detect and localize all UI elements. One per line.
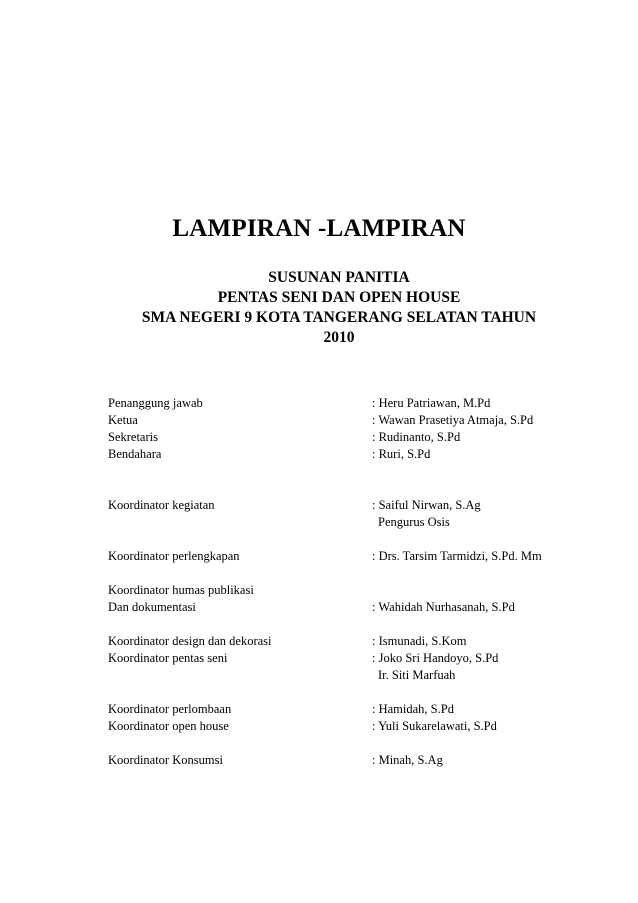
heading-line-1: SUSUNAN PANITIA — [268, 269, 410, 286]
role-label: Koordinator open house — [108, 719, 229, 733]
roster-row — [108, 650, 578, 667]
member-name: Ir. Siti Marfuah — [378, 668, 456, 682]
member-name: : Wahidah Nurhasanah, S.Pd — [372, 600, 515, 614]
role-label: Koordinator kegiatan — [108, 498, 215, 512]
role-label: Penanggung jawab — [108, 396, 203, 410]
spacer — [108, 684, 578, 701]
role-label: Ketua — [108, 413, 138, 427]
roster-row — [108, 599, 578, 616]
heading-line-3: SMA NEGERI 9 KOTA TANGERANG SELATAN TAHUN — [141, 309, 537, 326]
committee-roster — [108, 395, 578, 769]
page-title: LAMPIRAN -LAMPIRAN — [172, 215, 466, 242]
member-name: : Yuli Sukarelawati, S.Pd — [372, 719, 497, 733]
heading-line-2: PENTAS SENI DAN OPEN HOUSE — [217, 289, 461, 306]
role-label: Koordinator perlombaan — [108, 702, 232, 716]
spacer — [108, 531, 578, 548]
role-label: Koordinator Konsumsi — [108, 753, 223, 767]
role-label: Sekretaris — [108, 430, 158, 444]
role-label: Koordinator pentas seni — [108, 651, 228, 665]
heading-line-4: 2010 — [323, 329, 355, 346]
member-name: : Ismunadi, S.Kom — [372, 634, 467, 648]
committee-heading — [100, 268, 578, 348]
spacer — [108, 463, 578, 480]
roster-row — [108, 582, 578, 599]
role-label: Koordinator humas publikasi — [108, 583, 254, 597]
member-name: : Joko Sri Handoyo, S.Pd — [372, 651, 499, 665]
roster-row — [108, 701, 578, 718]
member-name: : Drs. Tarsim Tarmidzi, S.Pd. Mm — [372, 549, 542, 563]
spacer — [108, 616, 578, 633]
roster-row — [108, 514, 578, 531]
spacer — [108, 565, 578, 582]
member-name: Pengurus Osis — [378, 515, 450, 529]
roster-row — [108, 667, 578, 684]
role-label: Dan dokumentasi — [108, 600, 196, 614]
roster-row — [108, 429, 578, 446]
member-name: : Minah, S.Ag — [372, 753, 443, 767]
member-name: : Saiful Nirwan, S.Ag — [372, 498, 481, 512]
roster-row — [108, 718, 578, 735]
roster-row — [108, 633, 578, 650]
role-label: Bendahara — [108, 447, 162, 461]
role-label: Koordinator design dan dekorasi — [108, 634, 272, 648]
roster-row — [108, 548, 578, 565]
roster-row — [108, 395, 578, 412]
role-label: Koordinator perlengkapan — [108, 549, 240, 563]
roster-row — [108, 412, 578, 429]
roster-row — [108, 752, 578, 769]
member-name: : Ruri, S.Pd — [372, 447, 431, 461]
member-name: : Wawan Prasetiya Atmaja, S.Pd — [372, 413, 534, 427]
spacer — [108, 735, 578, 752]
roster-row — [108, 497, 578, 514]
roster-row — [108, 446, 578, 463]
spacer — [108, 480, 578, 497]
member-name: : Heru Patriawan, M.Pd — [372, 396, 491, 410]
member-name: : Rudinanto, S.Pd — [372, 430, 461, 444]
member-name: : Hamidah, S.Pd — [372, 702, 454, 716]
